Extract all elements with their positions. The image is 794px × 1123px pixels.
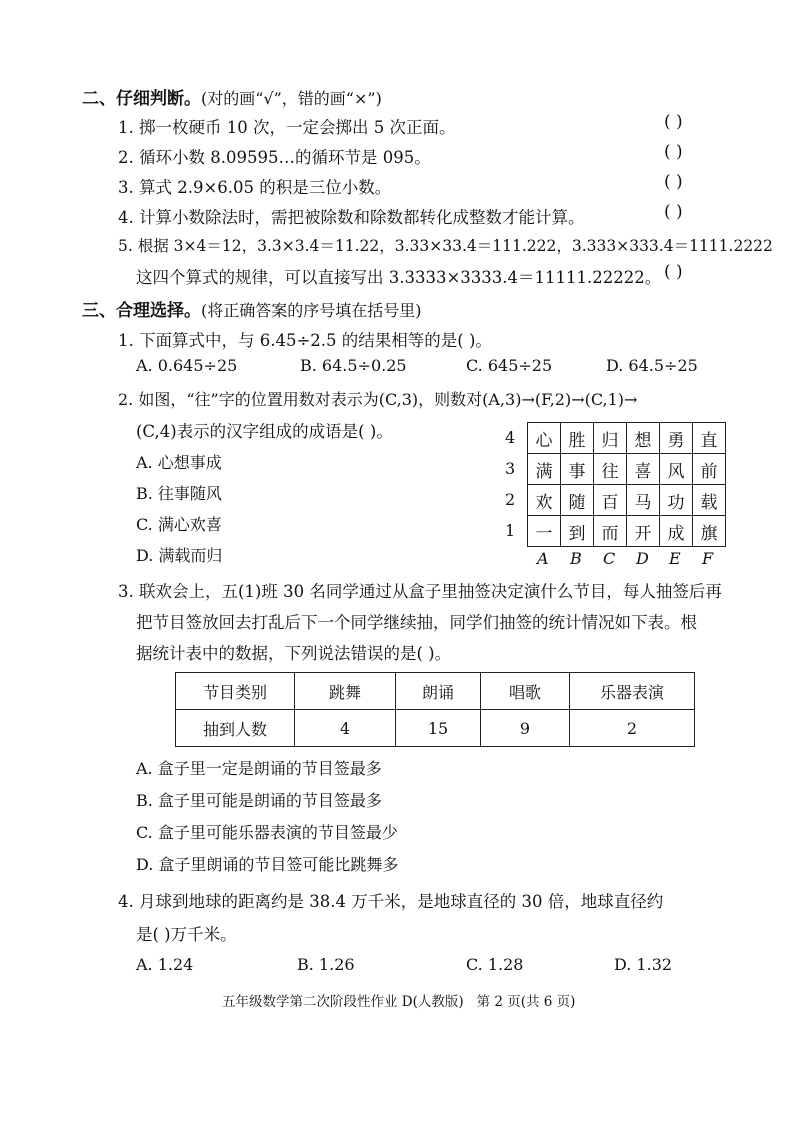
table-cell: 4 (295, 710, 396, 747)
q2-option-c[interactable]: C. 满心欢喜 (136, 515, 222, 534)
grid-col-label-f: F (702, 549, 714, 568)
q4-option-b[interactable]: B. 1.26 (297, 955, 355, 974)
judge-item-5: 5. 根据 3×4＝12，3.3×3.4＝11.22，3.33×33.4＝111.222，3.333×333.4＝1111.2222 (118, 237, 773, 255)
grid-row (528, 516, 726, 547)
section2-title: 二、仔细判断。 (82, 89, 201, 109)
grid-col-label-a: A (537, 549, 549, 568)
table-header-cell: 跳舞 (295, 673, 396, 710)
section2-note: (对的画“√”，错的画“×”) (201, 89, 382, 108)
table-cell: 抽到人数 (176, 710, 295, 747)
q1-option-a[interactable]: A. 0.645÷25 (136, 356, 238, 375)
draw-statistics-table (175, 672, 695, 747)
grid-cell: 开 (627, 516, 660, 547)
grid-row-label-1: 1 (505, 521, 516, 540)
table-cell: 9 (481, 710, 570, 747)
grid-row-label-4: 4 (505, 428, 516, 447)
answer-paren-3[interactable]: ( ) (664, 172, 683, 192)
judge-item-2: 2. 循环小数 8.09595…的循环节是 095。 (118, 148, 431, 167)
q1-option-d[interactable]: D. 64.5÷25 (606, 356, 698, 375)
judge-item-3: 3. 算式 2.9×6.05 的积是三位小数。 (118, 178, 392, 197)
grid-cell: 风 (660, 454, 693, 485)
grid-cell: 归 (594, 423, 627, 454)
grid-col-label-e: E (669, 549, 681, 568)
q3-text-line1: 3. 联欢会上，五(1)班 30 名同学通过从盒子里抽签决定演什么节目，每人抽签后再 (118, 582, 722, 601)
grid-cell: 往 (594, 454, 627, 485)
grid-cell: 事 (561, 454, 594, 485)
grid-cell: 前 (693, 454, 726, 485)
grid-row-label-2: 2 (505, 490, 516, 509)
judge-item-4: 4. 计算小数除法时，需把被除数和除数都转化成整数才能计算。 (118, 208, 585, 227)
grid-row (528, 423, 726, 454)
answer-paren-4[interactable]: ( ) (664, 202, 683, 222)
table-header-cell: 乐器表演 (570, 673, 695, 710)
q4-option-a[interactable]: A. 1.24 (136, 955, 194, 974)
q3-option-d[interactable]: D. 盒子里朗诵的节目签可能比跳舞多 (136, 855, 399, 874)
grid-cell: 满 (528, 454, 561, 485)
answer-paren-2[interactable]: ( ) (664, 142, 683, 162)
section2-heading (82, 84, 382, 109)
grid-cell: 功 (660, 485, 693, 516)
q2-option-a[interactable]: A. 心想事成 (136, 453, 222, 472)
q3-option-c[interactable]: C. 盒子里可能乐器表演的节目签最少 (136, 823, 398, 842)
grid-cell: 胜 (561, 423, 594, 454)
judge-item-5-line2: 这四个算式的规律，可以直接写出 3.3333×3333.4＝11111.22222。 (136, 268, 662, 287)
q2-text-line2: (C,4)表示的汉字组成的成语是( )。 (136, 422, 393, 441)
judge-item-1: 1. 掷一枚硬币 10 次，一定会掷出 5 次正面。 (118, 118, 456, 137)
grid-cell: 喜 (627, 454, 660, 485)
table-cell: 2 (570, 710, 695, 747)
grid-cell: 载 (693, 485, 726, 516)
q3-option-b[interactable]: B. 盒子里可能是朗诵的节目签最多 (136, 791, 382, 810)
table-header-cell: 节目类别 (176, 673, 295, 710)
q1-text: 1. 下面算式中，与 6.45÷2.5 的结果相等的是( )。 (118, 331, 492, 350)
grid-cell: 到 (561, 516, 594, 547)
grid-row (528, 454, 726, 485)
grid-cell: 欢 (528, 485, 561, 516)
section3-heading (82, 296, 422, 321)
grid-col-label-b: B (570, 549, 582, 568)
answer-paren-1[interactable]: ( ) (664, 112, 683, 132)
grid-cell: 旗 (693, 516, 726, 547)
table-header-row (176, 673, 695, 710)
q2-option-d[interactable]: D. 满载而归 (136, 546, 223, 565)
q4-text-line2: 是( )万千米。 (136, 925, 237, 944)
q3-text-line2: 把节目签放回去打乱后下一个同学继续抽，同学们抽签的统计情况如下表。根 (136, 613, 697, 632)
character-grid (527, 422, 726, 547)
q2-option-b[interactable]: B. 往事随风 (136, 484, 222, 503)
section3-title: 三、合理选择。 (82, 301, 201, 321)
grid-cell: 心 (528, 423, 561, 454)
table-row (176, 710, 695, 747)
grid-row-label-3: 3 (505, 459, 516, 478)
q4-option-d[interactable]: D. 1.32 (614, 955, 673, 974)
table-cell: 15 (396, 710, 481, 747)
grid-cell: 直 (693, 423, 726, 454)
grid-cell: 一 (528, 516, 561, 547)
grid-cell: 勇 (660, 423, 693, 454)
q1-option-c[interactable]: C. 645÷25 (466, 356, 553, 375)
grid-cell: 百 (594, 485, 627, 516)
q2-text: 2. 如图，“往”字的位置用数对表示为(C,3)，则数对(A,3)→(F,2)→(C,1)→ (118, 390, 638, 409)
q3-text-line3: 据统计表中的数据，下列说法错误的是( )。 (136, 644, 452, 663)
q4-option-c[interactable]: C. 1.28 (466, 955, 524, 974)
grid-cell: 马 (627, 485, 660, 516)
grid-col-label-d: D (636, 549, 649, 568)
grid-col-label-c: C (603, 549, 616, 568)
page-footer: 五年级数学第二次阶段性作业 D(人教版) 第 2 页(共 6 页) (222, 994, 576, 1010)
grid-row (528, 485, 726, 516)
grid-cell: 想 (627, 423, 660, 454)
q3-option-a[interactable]: A. 盒子里一定是朗诵的节目签最多 (136, 759, 382, 778)
answer-paren-5[interactable]: ( ) (664, 262, 683, 282)
q1-option-b[interactable]: B. 64.5÷0.25 (300, 356, 407, 375)
section3-note: (将正确答案的序号填在括号里) (201, 301, 422, 320)
grid-cell: 成 (660, 516, 693, 547)
q4-text: 4. 月球到地球的距离约是 38.4 万千米，是地球直径的 30 倍，地球直径约 (118, 892, 664, 911)
grid-cell: 而 (594, 516, 627, 547)
table-header-cell: 唱歌 (481, 673, 570, 710)
table-header-cell: 朗诵 (396, 673, 481, 710)
grid-cell: 随 (561, 485, 594, 516)
